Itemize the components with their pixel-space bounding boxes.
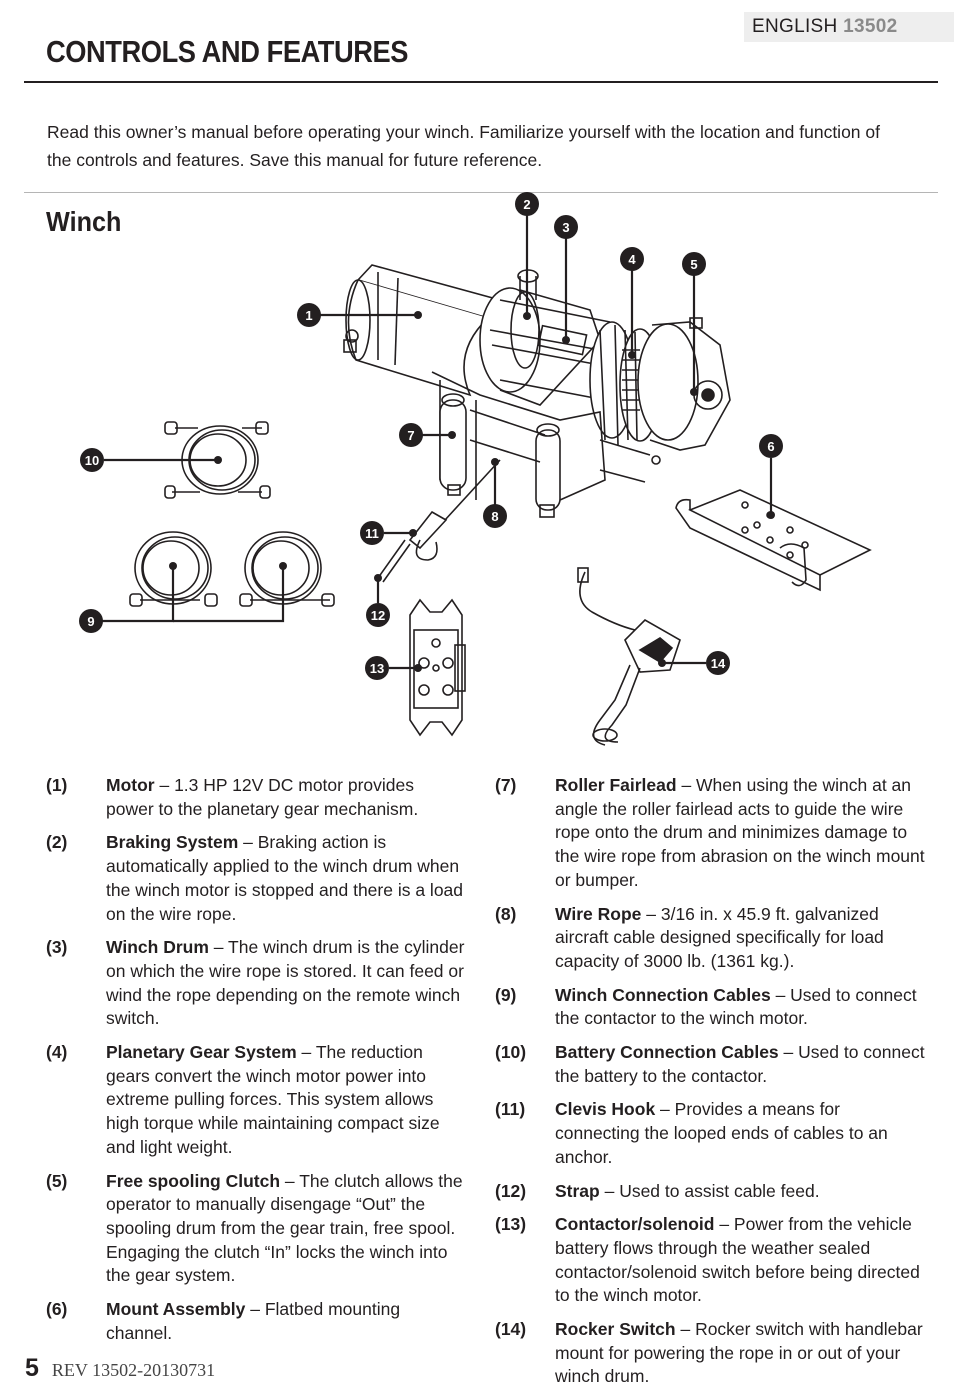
svg-text:8: 8 xyxy=(491,509,499,524)
language-label: ENGLISH xyxy=(752,16,838,37)
feature-number: (14) xyxy=(495,1319,527,1340)
feature-number: (8) xyxy=(495,903,517,924)
feature-description: – 1.3 HP 12V DC motor provides power to the planetary gear mechanism. xyxy=(106,775,419,819)
feature-number: (1) xyxy=(46,775,68,795)
feature-item xyxy=(46,1041,466,1160)
feature-number: (4) xyxy=(46,1042,68,1063)
feature-number: (9) xyxy=(495,984,517,1005)
feature-item xyxy=(46,774,466,821)
feature-description: – Rocker switch with handlebar mount for powering the rope in or out of your winch drum. xyxy=(555,1319,923,1387)
feature-term: Battery Connection Cables xyxy=(555,1042,779,1063)
callout-9 xyxy=(79,609,103,633)
feature-item xyxy=(495,1098,925,1169)
feature-description: – The winch drum is the cylinder on which the wire rope is stored. It can feed or wind the rope depending on the remote winch switch. xyxy=(106,937,465,1029)
svg-text:3: 3 xyxy=(562,220,570,235)
header-divider xyxy=(24,81,938,83)
svg-text:7: 7 xyxy=(407,428,415,443)
svg-text:5: 5 xyxy=(690,257,698,272)
page-footer xyxy=(25,1354,215,1383)
feature-description: – Used to connect the contactor to the winch motor. xyxy=(555,984,917,1029)
svg-text:10: 10 xyxy=(84,453,100,468)
feature-item xyxy=(46,1170,466,1289)
feature-description: – The clutch allows the operator to manually disengage “Out” the spooling drum from the gear train, free spool. Engaging the clutch “In” locks the winch into the gear system. xyxy=(106,1170,463,1286)
callout-5 xyxy=(682,252,706,276)
feature-number: (11) xyxy=(495,1099,526,1120)
feature-number: (13) xyxy=(495,1214,527,1235)
feature-number: (5) xyxy=(46,1170,68,1191)
svg-text:1: 1 xyxy=(305,308,313,323)
callout-4 xyxy=(620,247,644,271)
callout-13 xyxy=(365,656,389,680)
feature-term: Contactor/solenoid xyxy=(555,1214,715,1235)
winch-illustration xyxy=(130,265,870,745)
svg-text:13: 13 xyxy=(369,661,385,676)
feature-item xyxy=(495,1180,925,1204)
feature-item xyxy=(495,903,925,974)
feature-term: Winch Drum xyxy=(106,937,209,958)
feature-description: – Used to assist cable feed. xyxy=(599,1180,820,1201)
svg-text:14: 14 xyxy=(710,656,726,671)
callout-6 xyxy=(759,434,783,458)
features-list-right xyxy=(495,774,925,1399)
page-title: CONTROLS AND FEATURES xyxy=(46,34,409,69)
feature-description: – When using the winch at an angle the roller fairlead acts to guide the wire rope onto the drum and minimizes damage to the wire rope from abrasion on the winch mount or bumper. xyxy=(555,775,925,890)
callout-2 xyxy=(515,192,539,216)
model-number: 13502 xyxy=(843,16,898,37)
callout-10 xyxy=(80,448,104,472)
feature-description: – 3/16 in. x 45.9 ft. galvanized aircraft cable designed specifically for load capacity of 3000 lb. (1361 kg.). xyxy=(555,903,884,971)
page-number: 5 xyxy=(25,1354,39,1382)
motor-illustration xyxy=(344,265,500,395)
feature-item xyxy=(46,831,466,926)
callout-8 xyxy=(483,504,507,528)
revision-code: REV 13502-20130731 xyxy=(51,1360,216,1380)
feature-term: Winch Connection Cables xyxy=(555,984,771,1005)
callout-7 xyxy=(399,423,423,447)
gear-illustration xyxy=(590,318,730,450)
callout-12 xyxy=(366,603,390,627)
section-title: Winch xyxy=(46,206,122,237)
feature-item xyxy=(46,936,466,1031)
feature-description: – Used to connect the battery to the contactor. xyxy=(555,1042,925,1086)
feature-description: – Flatbed mounting channel. xyxy=(106,1299,401,1343)
wire-rope-illustration xyxy=(378,460,500,582)
feature-item xyxy=(495,984,925,1031)
feature-number: (12) xyxy=(495,1180,527,1201)
winch-cable-coils xyxy=(130,532,334,606)
feature-term: Braking System xyxy=(106,832,239,853)
svg-text:9: 9 xyxy=(87,614,95,629)
features-list-left xyxy=(46,774,466,1355)
feature-term: Rocker Switch xyxy=(555,1319,676,1340)
feature-description: – Provides a means for connecting the looped ends of cables to an anchor. xyxy=(555,1099,888,1167)
svg-text:12: 12 xyxy=(370,608,386,623)
feature-number: (6) xyxy=(46,1299,68,1320)
feature-term: Motor xyxy=(106,775,155,795)
feature-term: Roller Fairlead xyxy=(555,775,677,795)
rocker-switch-illustration xyxy=(578,568,680,745)
feature-term: Free spooling Clutch xyxy=(106,1170,281,1191)
callout-14 xyxy=(706,651,730,675)
callout-3 xyxy=(554,215,578,239)
svg-text:6: 6 xyxy=(767,439,775,454)
feature-number: (10) xyxy=(495,1042,527,1063)
feature-description: – The reduction gears convert the winch motor power into extreme pulling forces. This system allows high torque while maintaining compact size and light weight. xyxy=(106,1042,440,1157)
feature-number: (7) xyxy=(495,775,517,795)
feature-term: Wire Rope xyxy=(555,903,642,924)
feature-item xyxy=(495,1041,925,1088)
callout-11 xyxy=(360,521,384,545)
intro-paragraph: Read this owner’s manual before operating your winch. Familiarize yourself with the location and function of the controls and features. Save this manual for future reference. xyxy=(47,122,880,170)
svg-text:2: 2 xyxy=(523,197,531,212)
svg-text:4: 4 xyxy=(628,252,636,267)
feature-number: (3) xyxy=(46,937,68,958)
feature-term: Mount Assembly xyxy=(106,1299,246,1320)
feature-number: (2) xyxy=(46,832,68,853)
feature-term: Clevis Hook xyxy=(555,1099,656,1120)
mount-plate-illustration xyxy=(676,490,870,590)
callout-1 xyxy=(297,303,321,327)
feature-item xyxy=(495,774,925,893)
feature-term: Planetary Gear System xyxy=(106,1042,297,1063)
winch-diagram xyxy=(0,190,954,760)
feature-description: – Power from the vehicle battery flows through the weather sealed contactor/solenoid switch before being directed to the winch motor. xyxy=(555,1214,920,1306)
language-tab xyxy=(744,12,954,42)
feature-item xyxy=(46,1298,466,1345)
feature-term: Strap xyxy=(555,1180,600,1201)
feature-item xyxy=(495,1318,925,1389)
feature-item xyxy=(495,1213,925,1308)
feature-description: – Braking action is automatically applied to the winch drum when the winch motor is stopped and there is a load on the wire rope. xyxy=(106,832,464,924)
svg-text:11: 11 xyxy=(365,526,379,541)
